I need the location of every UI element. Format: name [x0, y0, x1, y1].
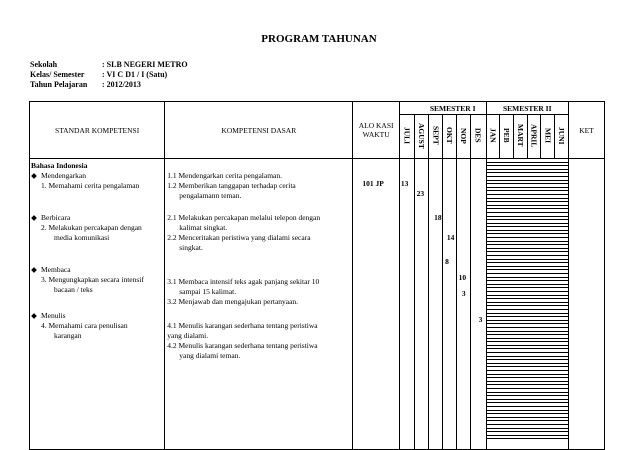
- kd-2-2: 2.2 Menceritakan peristiwa yang dialami secara: [167, 233, 311, 242]
- alloc-nop-2: 3: [461, 289, 466, 298]
- alloc-des-1: 10: [458, 273, 467, 282]
- alloc-agust: 23: [416, 189, 425, 198]
- month-okt: OKT: [443, 115, 457, 159]
- alokasi-value: 101 JP: [362, 179, 384, 188]
- kd-1-2: 1.2 Memberikan tanggapan terhadap cerita: [167, 181, 296, 190]
- header-standar: STANDAR KOMPETENSI: [30, 102, 165, 159]
- kd-2-1: 2.1 Melakukan percakapan melalui telepon dengan: [167, 213, 321, 222]
- kd-4-1: 4.1 Menulis karangan sederhana tentang peristiwa: [167, 321, 318, 330]
- sk-3-cont: bacaan / teks: [54, 285, 93, 294]
- aspect-berbicara: Berbicara: [32, 213, 70, 223]
- sk-4-cont: karangan: [54, 331, 82, 340]
- month-peb: PEB: [500, 115, 514, 159]
- month-des: DES: [470, 115, 486, 159]
- month-april: APRIL: [527, 115, 541, 159]
- kd-1-1: 1.1 Mendengarkan cerita pengalaman.: [167, 171, 283, 180]
- alloc-okt-2: 8: [445, 257, 449, 266]
- sk-1: 1. Memahami cerita pengalaman: [41, 181, 140, 190]
- month-sept: SEPT: [429, 115, 443, 159]
- month-mei: MEI: [541, 115, 555, 159]
- month-nop: NOP: [456, 115, 470, 159]
- diamond-bullet-icon: [31, 173, 37, 179]
- program-table: [29, 101, 605, 450]
- alloc-nop-1: 14: [446, 233, 455, 242]
- kd-2-1-cont: kalimat singkat.: [179, 223, 228, 232]
- month-agust: AGUST: [414, 115, 429, 159]
- kd-2-2-cont: singkat.: [179, 243, 203, 252]
- sk-2: 2. Melakukan percakapan dengan: [41, 223, 142, 232]
- info-school: Sekolah : SLB NEGERI METRO: [30, 60, 188, 69]
- diamond-bullet-icon: [31, 313, 37, 319]
- diamond-bullet-icon: [31, 215, 37, 221]
- month-juli: JULI: [399, 115, 414, 159]
- alokasi-cell: [353, 159, 399, 450]
- header-alokasi: ALO KASI WAKTU: [353, 102, 399, 159]
- kd-1-2-cont: pengalamann teman.: [179, 191, 242, 200]
- document-title: PROGRAM TAHUNAN: [261, 33, 377, 45]
- cell-agust: [414, 159, 429, 450]
- diamond-bullet-icon: [31, 267, 37, 273]
- standar-cell: [30, 159, 165, 450]
- kd-3-1: 3.1 Membaca intensif teks agak panjang sekitar 10: [167, 277, 320, 286]
- aspect-membaca: Membaca: [32, 265, 71, 275]
- kd-4-1-cont: yang dialami.: [167, 331, 209, 340]
- alloc-des-2: 3: [478, 315, 483, 324]
- kd-4-2: 4.2 Menulis karangan sederhana tentang peristiwa: [167, 341, 318, 350]
- header-semester-2: SEMESTER II: [486, 102, 568, 115]
- month-mart: MART: [513, 115, 527, 159]
- header-kompetensi: KOMPETENSI DASAR: [165, 102, 353, 159]
- kompetensi-cell: [165, 159, 353, 450]
- cell-okt: [434, 159, 457, 450]
- alloc-juli: 13: [400, 179, 409, 188]
- header-semester-1: SEMESTER I: [399, 102, 486, 115]
- cell-des: [458, 159, 486, 450]
- month-jan: JAN: [486, 115, 500, 159]
- sk-4: 4. Memahami cara penulisan: [41, 321, 128, 330]
- month-juni: JUNI: [555, 115, 569, 159]
- subject-label: Bahasa Indonesia: [31, 161, 88, 170]
- sk-3: 3. Mengungkapkan secara intensif: [41, 275, 144, 284]
- aspect-mendengarkan: Mendengarkan: [32, 171, 86, 181]
- header-ket: KET: [568, 102, 604, 159]
- info-class: Kelas/ Semester : VI C D1 / I (Satu): [30, 70, 168, 79]
- cell-juli: [399, 159, 414, 450]
- info-year: Tahun Pelajaran : 2012/2013: [30, 80, 141, 89]
- kd-3-2: 3.2 Menjawab dan mengajukan pertanyaan.: [167, 297, 299, 306]
- semester-2-ruled-cells: [486, 159, 568, 450]
- alloc-okt-1: 18: [434, 213, 442, 222]
- cell-nop: [446, 159, 470, 450]
- kd-4-2-cont: yang dialami teman.: [179, 351, 241, 360]
- sk-2-cont: media komunikasi: [54, 233, 110, 242]
- cell-ket: [568, 159, 604, 450]
- kd-3-1-cont: sampai 15 kalimat.: [179, 287, 237, 296]
- cell-sept: [429, 159, 443, 450]
- aspect-menulis: Menulis: [32, 311, 66, 321]
- school-info: [30, 60, 188, 90]
- ruled-line: [487, 436, 568, 440]
